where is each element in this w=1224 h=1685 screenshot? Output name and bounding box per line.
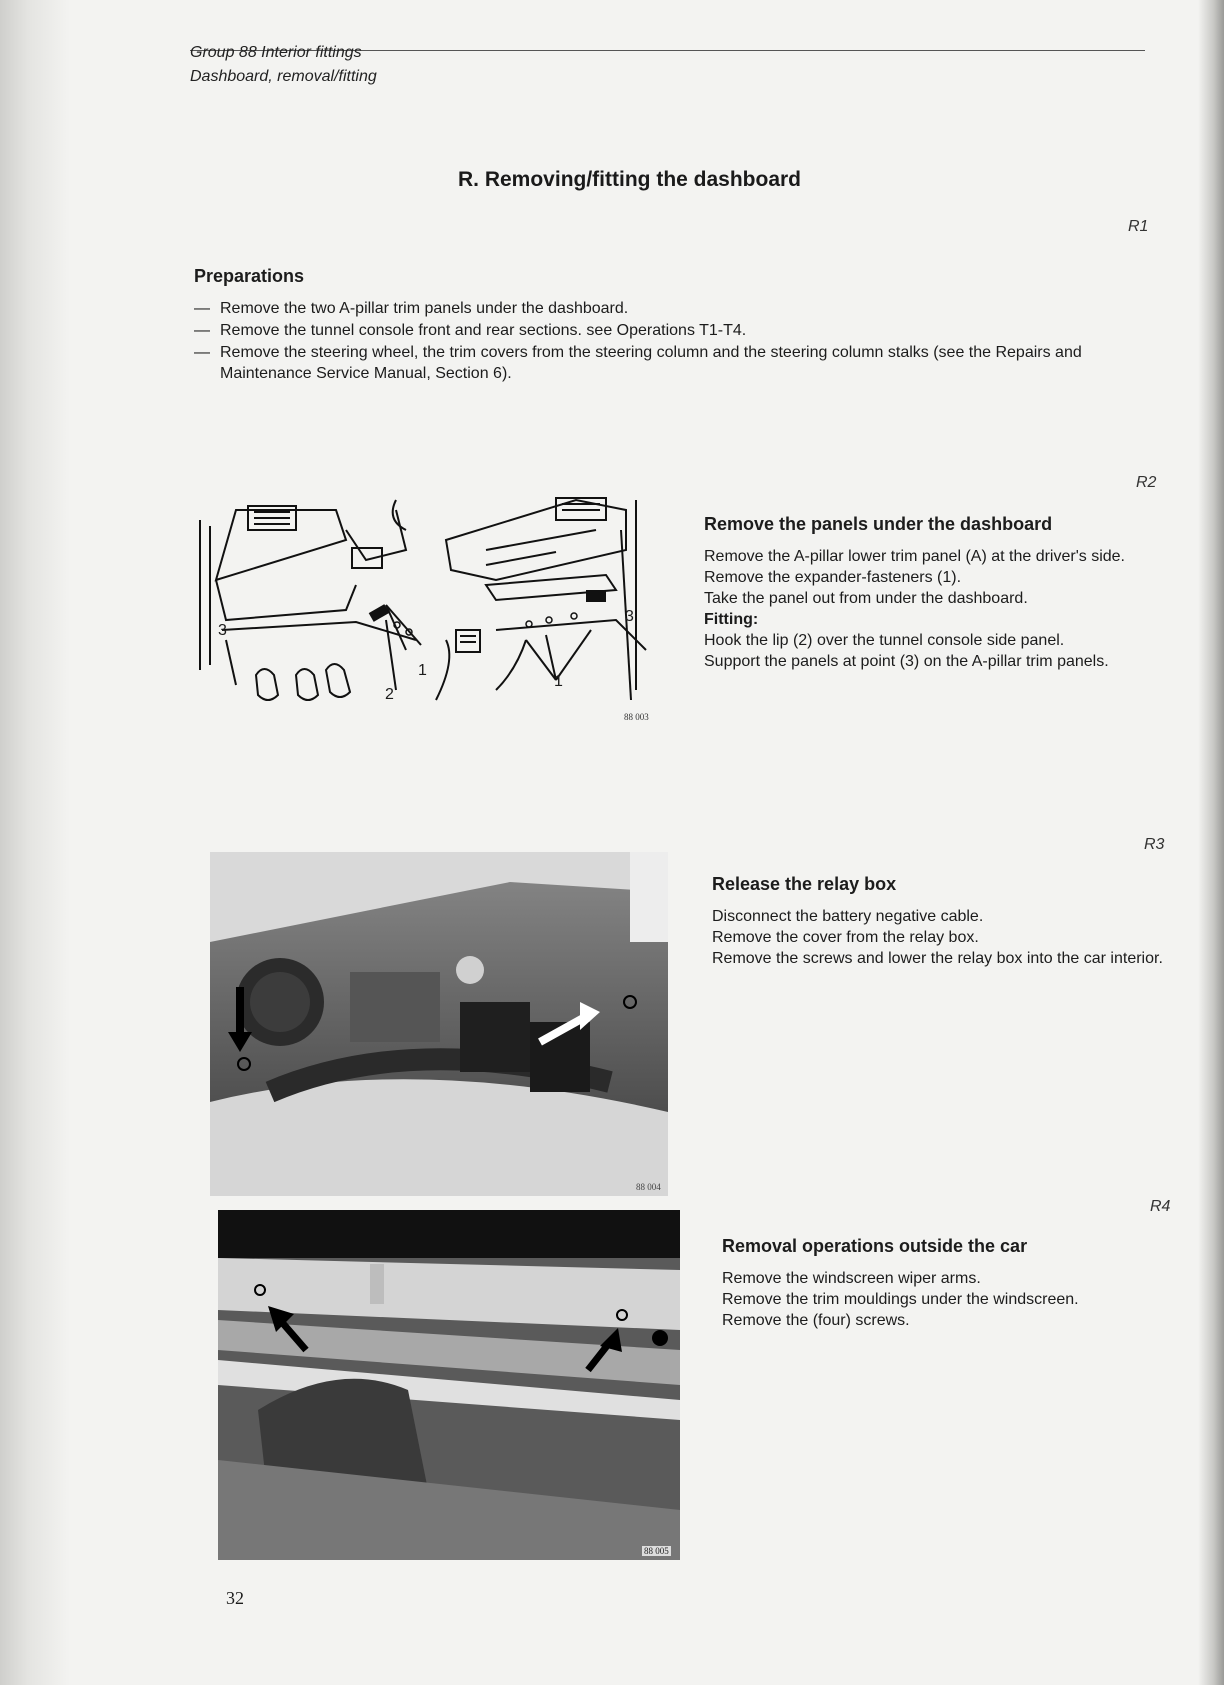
figure-caption: 88 003 (624, 712, 649, 722)
preparations-list (194, 298, 1154, 385)
list-item: — Remove the tunnel console front and rear sections. see Operations T1-T4. (194, 322, 747, 339)
page-gutter-shadow (0, 0, 70, 1685)
fitting-subheading: Fitting: (704, 611, 759, 628)
list-dash: — (194, 344, 210, 361)
instruction-line: Remove the screws and lower the relay box into the car interior. (712, 950, 1163, 967)
dashboard-panels-diagram (196, 490, 666, 728)
section-heading-r3: Release the relay box (712, 874, 897, 894)
instruction-line: Remove the (four) screws. (722, 1312, 910, 1329)
instruction-line: Take the panel out from under the dashboard. (704, 590, 1028, 607)
ref-r2: R2 (1136, 474, 1157, 491)
diagram-label: 3 (218, 622, 227, 639)
instruction-line: Remove the A-pillar lower trim panel (A) at the driver's side. (704, 548, 1125, 565)
instruction-line: Remove the windscreen wiper arms. (722, 1270, 981, 1287)
photo-rendering (210, 852, 668, 1196)
instruction-line: Disconnect the battery negative cable. (712, 908, 984, 925)
header-group-title: Group 88 Interior fittings (190, 44, 362, 61)
ref-r4: R4 (1150, 1198, 1171, 1215)
list-item: — Remove the two A-pillar trim panels under the dashboard. (194, 300, 629, 317)
header-section-title: Dashboard, removal/fitting (190, 68, 377, 85)
windscreen-photo (218, 1210, 680, 1560)
section-body-r3 (712, 906, 1168, 969)
instruction-line: Remove the expander-fasteners (1). (704, 569, 962, 586)
page-edge-shadow (1198, 0, 1224, 1685)
diagram-label: 1 (554, 673, 563, 690)
photo-rendering (218, 1210, 680, 1560)
page-title: R. Removing/fitting the dashboard (458, 168, 802, 191)
instruction-line: Remove the trim mouldings under the windscreen. (722, 1291, 1079, 1308)
list-dash: — (194, 300, 210, 317)
instruction-line: Hook the lip (2) over the tunnel console side panel. (704, 632, 1065, 649)
line-drawing (196, 490, 666, 728)
list-dash: — (194, 322, 210, 339)
diagram-label: 3 (625, 608, 634, 625)
list-item: — Remove the steering wheel, the trim covers from the steering column and the steering column stalks (see the Repairs and Maintenance Service Manual, Section 6). (194, 344, 1082, 382)
section-body-r2 (704, 546, 1160, 672)
page-number: 32 (226, 1588, 244, 1608)
instruction-line: Remove the cover from the relay box. (712, 929, 979, 946)
relay-box-photo (210, 852, 668, 1196)
figure-caption: 88 005 (644, 1546, 669, 1556)
preparations-heading: Preparations (194, 266, 305, 286)
section-heading-r4: Removal operations outside the car (722, 1236, 1028, 1256)
diagram-label: 2 (385, 686, 394, 703)
section-body-r4 (722, 1268, 1168, 1331)
ref-r3: R3 (1144, 836, 1165, 853)
figure-caption: 88 004 (636, 1182, 661, 1192)
diagram-label: 1 (418, 662, 427, 679)
instruction-line: Support the panels at point (3) on the A-pillar trim panels. (704, 653, 1109, 670)
ref-r1: R1 (1128, 218, 1149, 235)
section-heading-r2: Remove the panels under the dashboard (704, 514, 1053, 534)
